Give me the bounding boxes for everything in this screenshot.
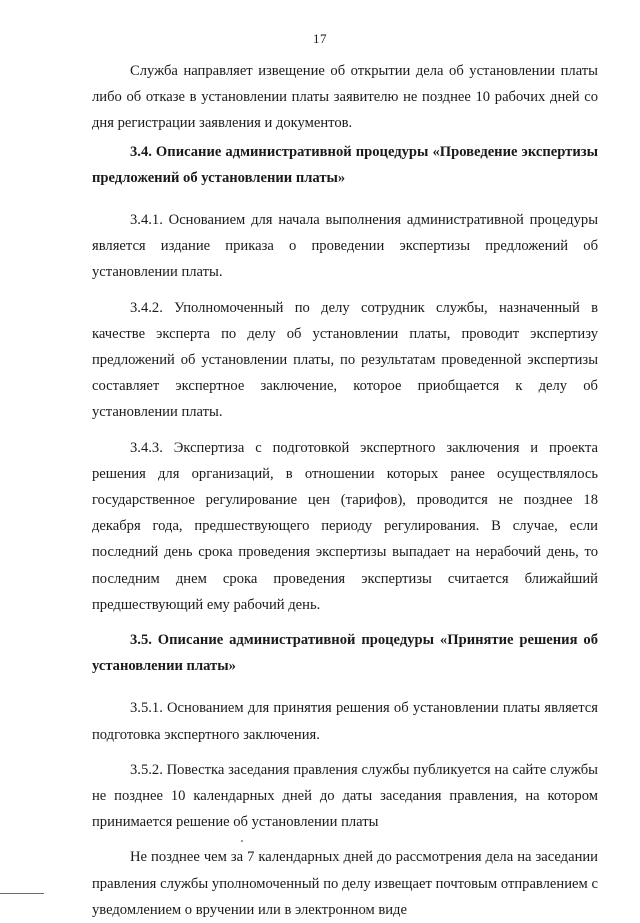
paragraph-3-5-1: 3.5.1. Основанием для принятия решения об установлении платы является подготовка экспертного заключения. [92,700,598,743]
paragraph-3-5-2: 3.5.2. Повестка заседания правления службы публикуется на сайте службы не позднее 10 календарных дней до даты заседания правления, на котором принимается решение об установлении платы [92,761,598,831]
scan-margin-mark [0,893,44,894]
section-heading-3-4: 3.4. Описание административной процедуры «Проведение экспертизы предложений об установлении платы» [92,143,598,186]
paragraph-notice: Служба направляет извещение об открытии дела об установлении платы либо об отказе в установлении платы заявителю не позднее 10 рабочих дней со дня регистрации заявления и документов. [92,63,598,132]
paragraph-3-4-1: 3.4.1. Основанием для начала выполнения административной процедуры является издание приказа о проведении экспертизы предложений об установлении платы. [92,212,598,281]
section-heading-3-5: 3.5. Описание административной процедуры «Принятие решения об установлении платы» [92,632,598,675]
paragraph-3-4-3: 3.4.3. Экспертиза с подготовкой экспертного заключения и проекта решения для организаций, в отношении которых ранее осуществлялось государственное регулирование цен (тарифов), проводится не позднее 18 декабря года, предшествующего периоду регулирования. В случае, если последний день срока проведения экспертизы выпадает на нерабочий день, то последним днем срока проведения экспертизы считается ближайший предшествующий ему рабочий день. [92,439,598,613]
paragraph-3-4-2: 3.4.2. Уполномоченный по делу сотрудник службы, назначенный в качестве эксперта по делу об установлении платы, проводит экспертизу предложений об установлении платы, по результатам проведенной экспертизы составляет экспертное заключение, которое приобщается к делу об установлении платы. [92,299,598,421]
document-body [92,58,598,923]
scan-speck [241,840,243,842]
paragraph-notification: Не позднее чем за 7 календарных дней до рассмотрения дела на заседании правления службы уполномоченный по делу извещает почтовым отправлением с уведомлением о вручении или в электронном виде [92,849,598,918]
page-number: 17 [313,31,327,46]
